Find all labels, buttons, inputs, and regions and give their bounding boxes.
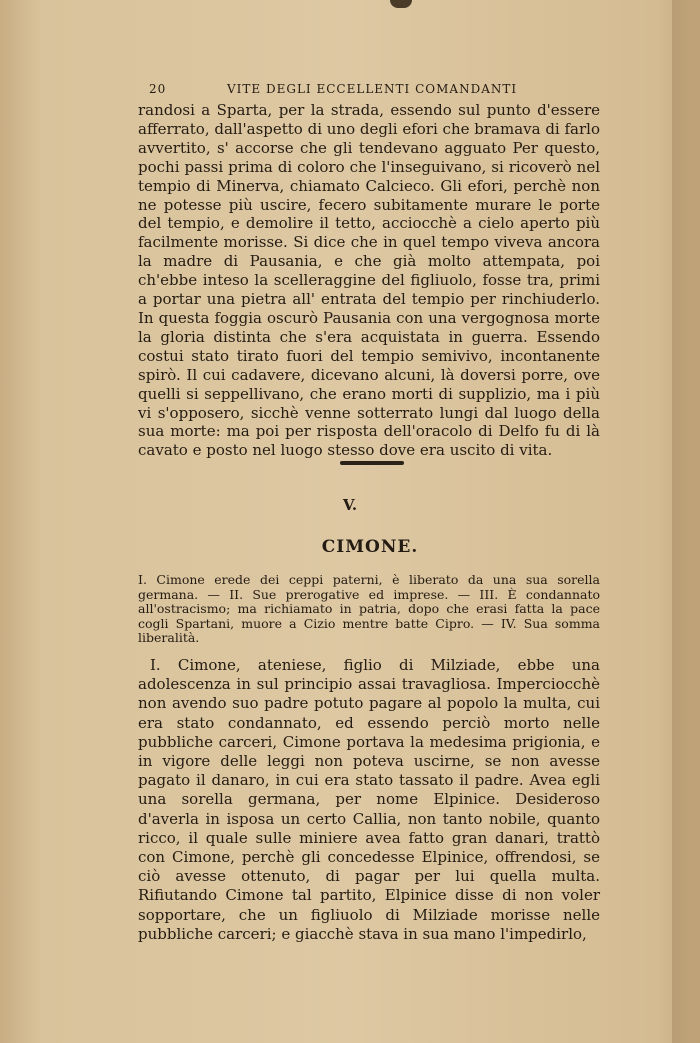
page-header [147,82,587,98]
chapter-title: CIMONE. [321,537,419,557]
chapter-summary: I. Cimone erede dei ceppi paterni, è liberato da una sua sorella germana. — II. Sue prerogative ed imprese. — III. È condannato all'ostracismo; ma richiamato in patria, dopo che erasi fatta la pace cogli Spartani, muore a Cizio mentre batte Cipro. — IV. Sua somma liberalità. [138,572,600,646]
binding-mark [390,0,412,8]
section-divider [340,461,404,465]
body-paragraph-pausania: randosi a Sparta, per la strada, essendo sul punto d'essere afferrato, dall'aspetto di uno degli efori che bramava di farlo avvertito, s' accorse che gli tendevano agguato Per questo, pochi passi prima di coloro che l'inseguivano, si ricoverò nel tempio di Minerva, chiamato Calcieco. Gli efori, perchè non ne potesse più uscire, fecero subitamente murare le porte del tempio, e demolire il tetto, acciocchè a cielo aperto più facilmente morisse. Si dice che in quel tempo viveva ancora la madre di Pausania, e che già molto attempata, poi ch'ebbe inteso la scelleraggine del figliuolo, fosse tra, primi a portar una pietra all' entrata del tempio per rinchiuderlo. In questa foggia oscurò Pausania con una vergognosa morte la gloria distinta che s'era acquistata in guerra. Essendo costui stato tirato fuori del tempio semivivo, incontanente spirò. Il cui cadavere, dicevano alcuni, là doversi porre, ove quelli si seppellivano, che erano morti di supplizio, ma i più vi s'opposero, sicchè venne sotterrato lungi dal luogo della sua morte: ma poi per risposta dell'oracolo di Delfo fu di là cavato e posto nel luogo stesso dove era uscito di vita. [138,101,600,460]
body-paragraph-cimone: I. Cimone, ateniese, figlio di Milziade, ebbe una adolescenza in sul principio assai travagliosa. Imperciocchè non avendo suo padre potuto pagare al popolo la multa, cui era stato condannato, ed essendo perciò morto nelle pubbliche carceri, Cimone portava la medesima prigionia, e in vigore delle leggi non poteva uscirne, se non avesse pagato il danaro, in cui era stato tassato il padre. Avea egli una sorella germana, per nome Elpinice. Desideroso d'averla in isposa un certo Callia, non tanto nobile, quanto ricco, il quale sulle miniere avea fatto gran danari, trattò con Cimone, perchè gli concedesse Elpinice, offrendosi, se ciò avesse ottenuto, di pagar per lui quella multa. Rifiutando Cimone tal partito, Elpinice disse di non voler sopportare, che un figliuolo di Milziade morisse nelle pubbliche carceri; e giacchè stava in sua mano l'impedirlo, [138,656,600,943]
page-edge-shadow [672,0,700,1043]
running-head: VITE DEGLI ECCELLENTI COMANDANTI [227,82,518,96]
page-number: 20 [149,82,167,96]
chapter-number: V. [342,496,358,514]
